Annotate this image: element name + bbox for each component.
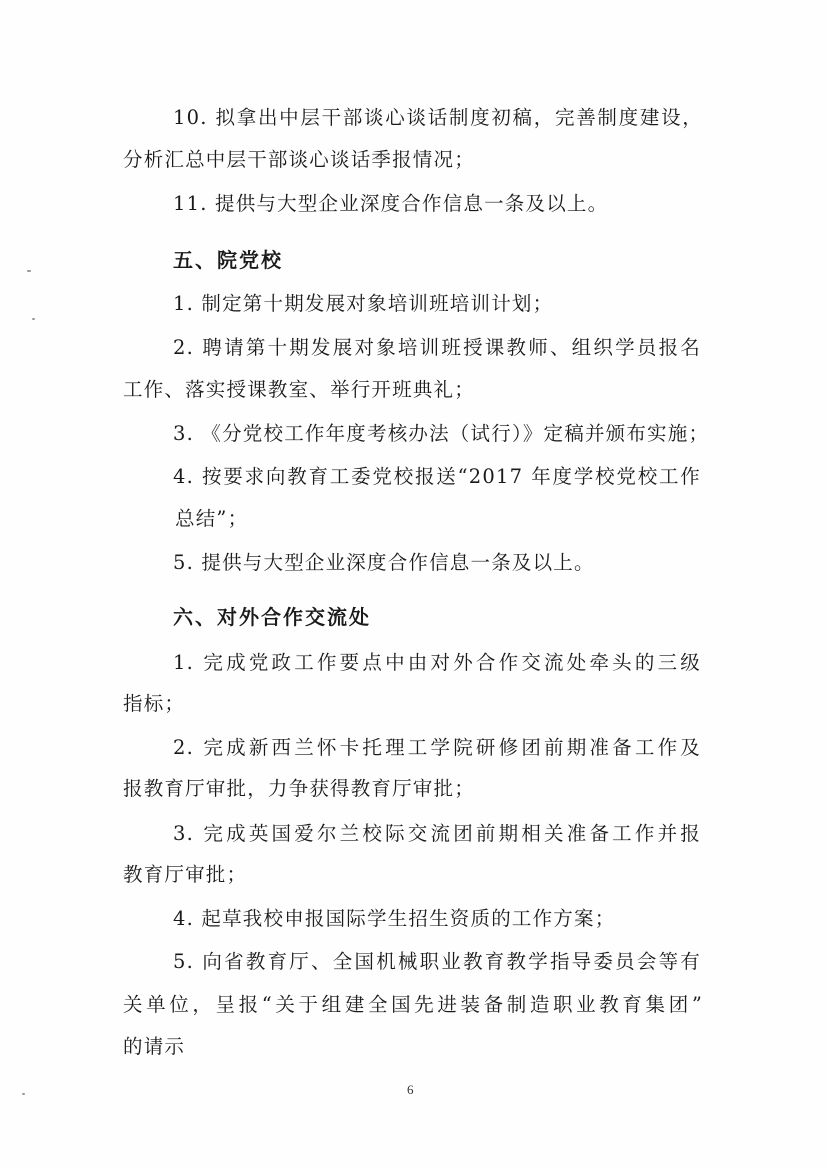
page-number: 6 (407, 1082, 414, 1097)
paragraph-line: 的请示 (123, 1035, 186, 1058)
paragraph-line: 5. 向省教育厅、全国机械职业教育教学指导委员会等有 (173, 950, 701, 973)
scan-speck (32, 318, 35, 320)
paragraph-line: 4. 按要求向教育工委党校报送“2017 年度学校党校工作 (173, 465, 701, 488)
paragraph-line: 3. 完成英国爱尔兰校际交流团前期相关准备工作并报 (173, 822, 701, 845)
paragraph-line: 5. 提供与大型企业深度合作信息一条及以上。 (173, 551, 595, 574)
paragraph-line: 10. 拟拿出中层干部谈心谈话制度初稿，完善制度建设， (173, 106, 703, 129)
section-heading: 六、对外合作交流处 (173, 605, 371, 629)
scan-speck (22, 1093, 25, 1095)
paragraph-line: 1. 制定第十期发展对象培训班培训计划； (173, 292, 554, 315)
paragraph-line: 关单位，呈报“关于组建全国先进装备制造职业教育集团” (123, 993, 703, 1016)
paragraph-line: 工作、落实授课教室、举行开班典礼； (123, 378, 475, 401)
paragraph-line: 11. 提供与大型企业深度合作信息一条及以上。 (173, 192, 609, 215)
paragraph-line: 报教育厅审批，力争获得教育厅审批； (123, 777, 475, 800)
paragraph-line: 1. 完成党政工作要点中由对外合作交流处牵头的三级 (173, 651, 701, 674)
paragraph-line: 指标； (123, 692, 186, 715)
paragraph-line: 总结”； (175, 507, 249, 530)
paragraph-line: 教育厅审批； (123, 863, 248, 886)
scan-speck (27, 270, 31, 272)
paragraph-line: 2. 完成新西兰怀卡托理工学院研修团前期准备工作及 (173, 736, 701, 759)
paragraph-line: 4. 起草我校申报国际学生招生资质的工作方案； (173, 907, 616, 930)
paragraph-line: 分析汇总中层干部谈心谈话季报情况； (123, 148, 475, 171)
paragraph-line: 3. 《分党校工作年度考核办法（试行）》定稿并颁布实施； (173, 422, 710, 445)
section-heading: 五、院党校 (173, 248, 283, 272)
paragraph-line: 2. 聘请第十期发展对象培训班授课教师、组织学员报名 (173, 336, 701, 359)
